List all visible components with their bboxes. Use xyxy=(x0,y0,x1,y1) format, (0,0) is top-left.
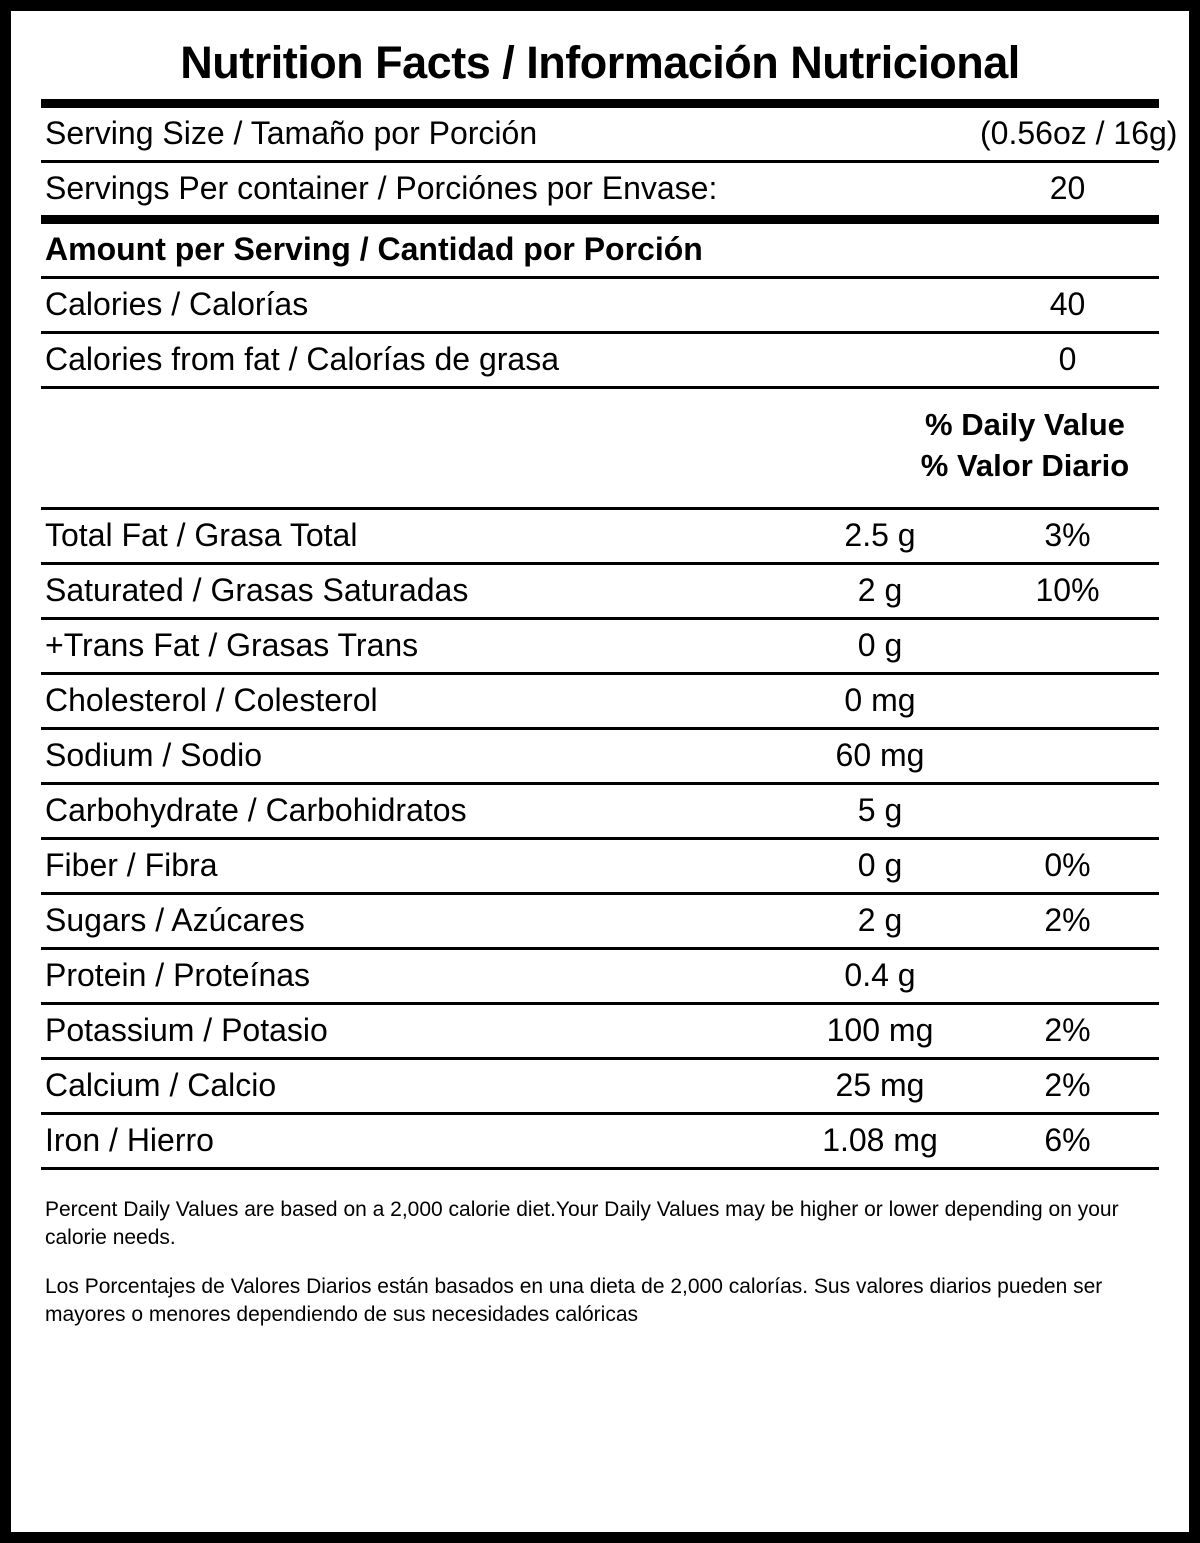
nutrient-dv: 2% xyxy=(1044,1066,1091,1103)
nutrient-amount: 60 mg xyxy=(835,736,925,773)
amount-per-serving-label: Amount per Serving / Cantidad por Porción xyxy=(45,231,703,267)
table-row xyxy=(41,1005,1159,1057)
nutrient-amount: 2 g xyxy=(857,901,903,938)
serving-size-row xyxy=(41,108,1178,160)
table-row xyxy=(41,840,1159,892)
nutrient-amount: 2.5 g xyxy=(844,516,916,553)
daily-value-header xyxy=(41,389,1159,501)
nutrient-dv: 10% xyxy=(1035,571,1100,608)
footnote-english: Percent Daily Values are based on a 2,000 calorie diet.Your Daily Values may be higher or lower depending on your calorie needs. xyxy=(45,1197,1119,1250)
nutrient-amount: 0 mg xyxy=(844,681,916,718)
servings-per-container-row xyxy=(41,163,1159,215)
nutrient-label: Sodium / Sodio xyxy=(45,736,263,773)
serving-size-label: Serving Size / Tamaño por Porción xyxy=(45,115,538,151)
nutrient-amount: 100 mg xyxy=(826,1011,934,1048)
nutrient-label: Fiber / Fibra xyxy=(45,846,218,883)
nutrient-amount: 1.08 mg xyxy=(822,1121,938,1158)
table-row xyxy=(41,565,1159,617)
divider-thick-top xyxy=(41,99,1159,108)
footnotes xyxy=(41,1196,1159,1329)
nutrient-label: Sugars / Azúcares xyxy=(45,901,305,938)
divider-bottom xyxy=(41,1167,1159,1170)
table-row xyxy=(41,730,1159,782)
calories-value: 40 xyxy=(1049,286,1086,322)
servings-per-container-value: 20 xyxy=(1049,170,1086,206)
amount-per-serving-row xyxy=(41,224,1159,276)
nutrient-label: Protein / Proteínas xyxy=(45,956,311,993)
table-row xyxy=(41,1115,1159,1167)
table-row xyxy=(41,950,1159,1002)
nutrient-amount: 0.4 g xyxy=(844,956,916,993)
daily-value-header-en: % Daily Value xyxy=(925,407,1125,442)
nutrient-label: Cholesterol / Colesterol xyxy=(45,681,378,718)
servings-per-container-label: Servings Per container / Porciónes por Envase: xyxy=(45,170,718,206)
table-row xyxy=(41,895,1159,947)
nutrient-dv: 0% xyxy=(1044,846,1091,883)
page-title: Nutrition Facts / Información Nutricional xyxy=(180,37,1020,88)
nutrient-label: Calcium / Calcio xyxy=(45,1066,277,1103)
calories-from-fat-label: Calories from fat / Calorías de grasa xyxy=(45,341,559,377)
calories-row xyxy=(41,279,1159,331)
divider-thick-amount xyxy=(41,215,1159,224)
table-row xyxy=(41,1060,1159,1112)
nutrient-dv: 2% xyxy=(1044,901,1091,938)
footnote-spanish: Los Porcentajes de Valores Diarios están basados en una dieta de 2,000 calorías. Sus valores diarios pueden ser mayores o menores dependiendo de sus necesidades calóricas xyxy=(45,1274,1103,1326)
table-row xyxy=(41,620,1159,672)
serving-size-value: (0.56oz / 16g) xyxy=(980,115,1178,151)
nutrient-label: +Trans Fat / Grasas Trans xyxy=(45,626,419,663)
table-row xyxy=(41,510,1159,562)
nutrient-label: Carbohydrate / Carbohidratos xyxy=(45,791,467,828)
nutrient-label: Potassium / Potasio xyxy=(45,1011,328,1048)
nutrient-label: Saturated / Grasas Saturadas xyxy=(45,571,469,608)
nutrient-label: Total Fat / Grasa Total xyxy=(45,516,358,553)
calories-label: Calories / Calorías xyxy=(45,286,309,322)
calories-from-fat-value: 0 xyxy=(1058,341,1077,377)
calories-from-fat-row xyxy=(41,334,1159,386)
nutrient-dv: 2% xyxy=(1044,1011,1091,1048)
nutrient-amount: 5 g xyxy=(857,791,903,828)
nutrient-amount: 25 mg xyxy=(835,1066,925,1103)
nutrient-label: Iron / Hierro xyxy=(45,1121,214,1158)
nutrient-amount: 0 g xyxy=(857,626,903,663)
nutrient-dv: 6% xyxy=(1044,1121,1091,1158)
nutrient-dv: 3% xyxy=(1044,516,1091,553)
nutrient-amount: 0 g xyxy=(857,846,903,883)
nutrient-amount: 2 g xyxy=(857,571,903,608)
table-row xyxy=(41,785,1159,837)
table-row xyxy=(41,675,1159,727)
daily-value-header-es: % Valor Diario xyxy=(920,447,1130,483)
